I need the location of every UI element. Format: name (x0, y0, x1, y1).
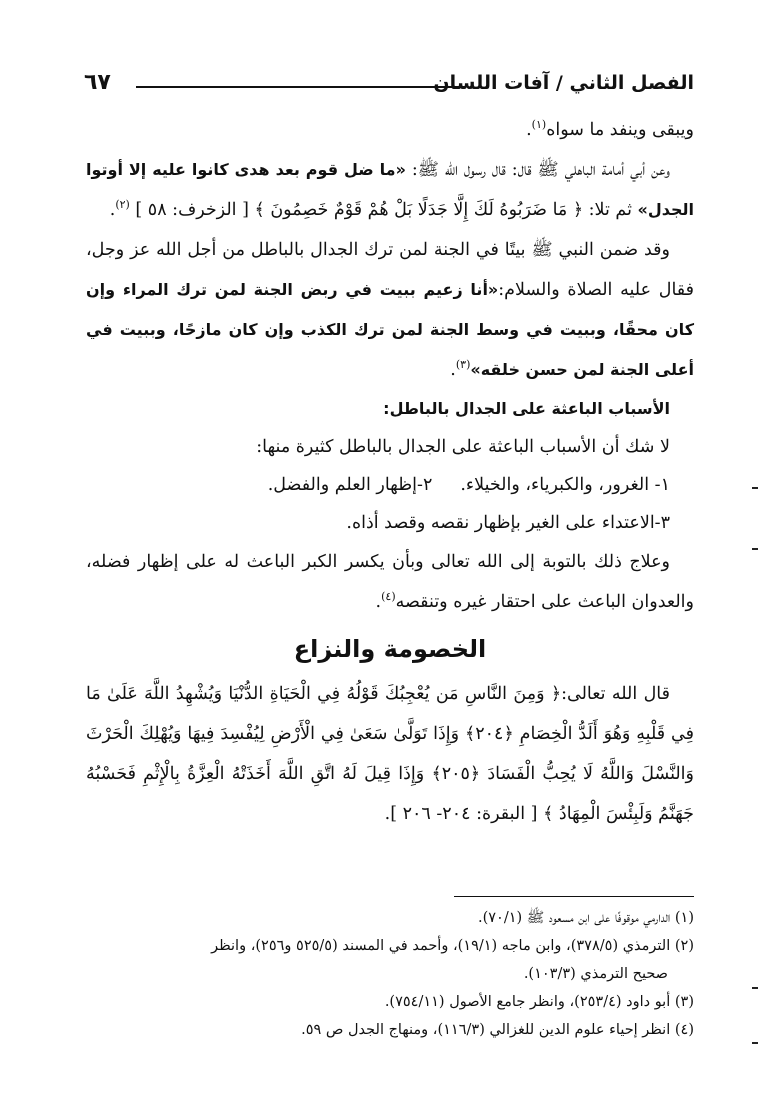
paragraph-2: وعن أبي أمامة الباهلي ﷺ قال: قال رسول الله ﷺ: «ما ضل قوم بعد هدى كانوا عليه إلا أوتوا الجدل» ثم تلا: ﴿ مَا ضَرَبُوهُ لَكَ إِلَّا جَدَلًا بَلْ هُمْ قَوْمٌ خَصِمُونَ ﴾ [ الزخرف: ٥٨ ] $^{(٢)}$. (86, 160, 694, 220)
verse-reference: [ البقرة: ٢٠٤- ٢٠٦ ]. (384, 804, 544, 824)
footnote-2-continued: صحيح الترمذي (١٠٣/٣). (523, 966, 668, 982)
scan-mark (752, 487, 758, 489)
footnote-1: (١) الدارمي موقوفًا على ابن مسعود ﷺ (٧٠/١). (477, 910, 694, 926)
footnote-ref-2: (٢) (115, 198, 130, 212)
paragraph-5: وعلاج ذلك بالتوبة إلى الله تعالى وبأن يكسر الكبر الباعث له على إظهار فضله، والعدوان الباعث على احتقار غيره وتنقصه$^{(٤)}$. (86, 552, 694, 612)
footnotes (86, 904, 694, 1044)
footnote-2: (٢) الترمذي (٣٧٨/٥)، وابن ماجه (١٩/١)، وأحمد في المسند (٥٢٥/٥ و٢٥٦)، وانظر (211, 938, 694, 954)
hadith-text: «ما ضل قوم بعد هدى كانوا عليه إلا أوتوا الجدل» (86, 160, 694, 219)
footnote-4: (٤) انظر إحياء علوم الدين للغزالي (١١٦/٣)، ومنهاج الجدل ص ٥٩. (301, 1022, 694, 1038)
paragraph-4: لا شك أن الأسباب الباعثة على الجدال بالباطل كثيرة منها: (256, 437, 670, 457)
footnote-ref-3: (٣) (455, 358, 471, 372)
list-item-1-2 (86, 466, 694, 504)
paragraph-6: قال الله تعالى:﴿ وَمِنَ النَّاسِ مَن يُعْجِبُكَ قَوْلُهُ فِي الْحَيَاةِ الدُّنْيَا وَيُشْهِدُ اللَّهَ عَلَىٰ مَا فِي قَلْبِهِ وَهُوَ أَلَدُّ الْخِصَامِ ﴿٢٠٤﴾ وَإِذَا تَوَلَّىٰ سَعَىٰ فِي الْأَرْضِ لِيُفْسِدَ فِيهَا وَيُهْلِكَ الْحَرْثَ وَالنَّسْلَ وَاللَّهُ لَا يُحِبُّ الْفَسَادَ ﴿٢٠٥﴾ وَإِذَا قِيلَ لَهُ اتَّقِ اللَّهَ أَخَذَتْهُ الْعِزَّةُ بِالْإِثْمِ فَحَسْبُهُ جَهَنَّمُ وَلَبِئْسَ الْمِهَادُ ﴾ [ البقرة: ٢٠٤- ٢٠٦ ]. (86, 684, 694, 824)
chapter-title: الفصل الثاني / آفات اللسان (433, 72, 694, 94)
footnote-ref-1: (١) (531, 118, 547, 132)
quran-verse: ﴿ وَمِنَ النَّاسِ مَن يُعْجِبُكَ قَوْلُهُ فِي الْحَيَاةِ الدُّنْيَا وَيُشْهِدُ اللَّهَ عَلَىٰ مَا فِي قَلْبِهِ وَهُوَ أَلَدُّ الْخِصَامِ ﴿٢٠٤﴾ وَإِذَا تَوَلَّىٰ سَعَىٰ فِي الْأَرْضِ لِيُفْسِدَ فِيهَا وَيُهْلِكَ الْحَرْثَ وَالنَّسْلَ وَاللَّهُ لَا يُحِبُّ الْفَسَادَ ﴿٢٠٥﴾ وَإِذَا قِيلَ لَهُ اتَّقِ اللَّهَ أَخَذَتْهُ الْعِزَّةُ بِالْإِثْمِ فَحَسْبُهُ جَهَنَّمُ وَلَبِئْسَ الْمِهَادُ ﴾ (86, 684, 694, 824)
hadith-text: «أنا زعيم ببيت في ربض الجنة لمن ترك المراء وإن كان محقًا، وببيت في وسط الجنة لمن ترك الكذب وإن كان مازحًا، وببيت في أعلى الجنة لمن حسن خلقه» (86, 280, 694, 379)
quran-verse: ﴿ مَا ضَرَبُوهُ لَكَ إِلَّا جَدَلًا بَلْ هُمْ قَوْمٌ خَصِمُونَ ﴾ (254, 200, 584, 220)
header-rule (136, 86, 466, 88)
subheading: الأسباب الباعثة على الجدال بالباطل: (383, 399, 670, 418)
footnote-ref-4: (٤) (381, 590, 396, 604)
page-number: ٦٧ (84, 70, 111, 95)
verse-reference: [ الزخرف: ٥٨ ] (129, 200, 255, 220)
running-header (84, 64, 694, 108)
main-text (86, 110, 694, 834)
list-item: ١- الغرور، والكبرياء، والخيلاء. (460, 475, 670, 495)
paragraph-1: ويبقى وينفد ما سواه$^{(١)}$. (526, 118, 694, 140)
footnote-3: (٣) أبو داود (٢٥٣/٤)، وانظر جامع الأصول (٧٥٤/١١). (384, 994, 694, 1010)
scan-mark (752, 548, 758, 550)
paragraph-3: وقد ضمن النبي ﷺ بيتًا في الجنة لمن ترك الجدال بالباطل من أجل الله عز وجل، فقال عليه الصلاة والسلام:«أنا زعيم ببيت في ربض الجنة لمن ترك المراء وإن كان محقًا، وببيت في وسط الجنة لمن ترك الكذب وإن كان مازحًا، وببيت في أعلى الجنة لمن حسن خلقه»$^{(٣)}$. (86, 240, 694, 380)
list-item-3: ٣-الاعتداء على الغير بإظهار نقصه وقصد أذاه. (346, 513, 670, 533)
footnote-rule (454, 896, 694, 897)
scan-mark (752, 1042, 758, 1044)
scan-mark (752, 987, 758, 989)
section-title: الخصومة والنزاع (293, 635, 487, 663)
list-item: ٢-إظهار العلم والفضل. (267, 475, 433, 495)
